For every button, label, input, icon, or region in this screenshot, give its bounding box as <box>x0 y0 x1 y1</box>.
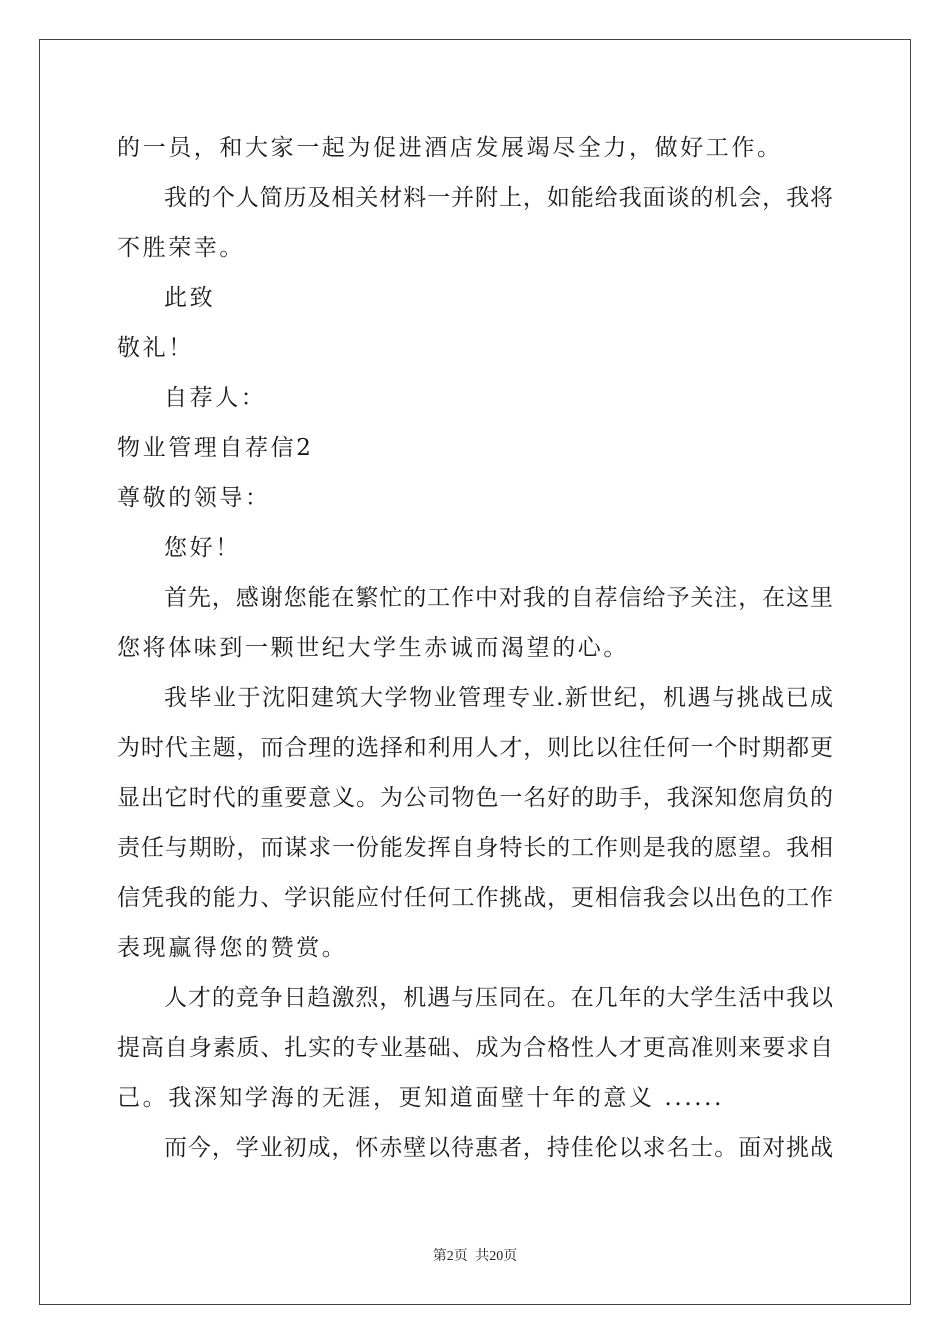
text-line: 不胜荣幸。 <box>117 235 245 261</box>
letter-title: 物业管理自荐信2 <box>117 435 314 461</box>
signature-line: 自荐人： <box>164 385 267 411</box>
text-line: 显出它时代的重要意义。为公司物色一名好的助手，我深知您肩负的 <box>117 785 833 811</box>
text-line: 人才的竞争日趋激烈，机遇与压同在。在几年的大学生活中我以 <box>164 985 833 1011</box>
text-line: 信凭我的能力、学识能应付任何工作挑战，更相信我会以出色的工作 <box>117 885 833 911</box>
salutation-line: 敬礼！ <box>117 335 194 361</box>
text-line: 责任与期盼，而谋求一份能发挥自身特长的工作则是我的愿望。我相 <box>117 835 833 861</box>
text-line: 提高自身素质、扎实的专业基础、成为合格性人才更高准则来要求自 <box>117 1035 833 1061</box>
text-line: 我的个人简历及相关材料一并附上，如能给我面谈的机会，我将 <box>164 185 833 211</box>
greeting-line: 您好！ <box>164 535 241 561</box>
page-footer <box>0 1245 950 1265</box>
text-line: 表现赢得您的赞赏。 <box>117 935 348 961</box>
greeting-line: 尊敬的领导： <box>117 485 271 511</box>
text-line: 为时代主题，而合理的选择和利用人才，则比以往任何一个时期都更 <box>117 735 833 761</box>
text-line: 我毕业于沈阳建筑大学物业管理专业.新世纪，机遇与挑战已成 <box>164 685 833 711</box>
text-line: 您将体味到一颗世纪大学生赤诚而渴望的心。 <box>117 635 629 661</box>
text-line: 而今，学业初成，怀赤壁以待惠者，持佳伦以求名士。面对挑战 <box>164 1135 833 1161</box>
total-pages: 共20页 <box>475 1249 518 1264</box>
text-line: 首先，感谢您能在繁忙的工作中对我的自荐信给予关注，在这里 <box>164 585 833 611</box>
salutation-line: 此致 <box>164 285 216 311</box>
page-number: 第2页 <box>432 1249 468 1264</box>
text-line: 的一员，和大家一起为促进酒店发展竭尽全力，做好工作。 <box>117 135 783 161</box>
text-line: 己。我深知学海的无涯，更知道面壁十年的意义 ...... <box>117 1085 724 1111</box>
